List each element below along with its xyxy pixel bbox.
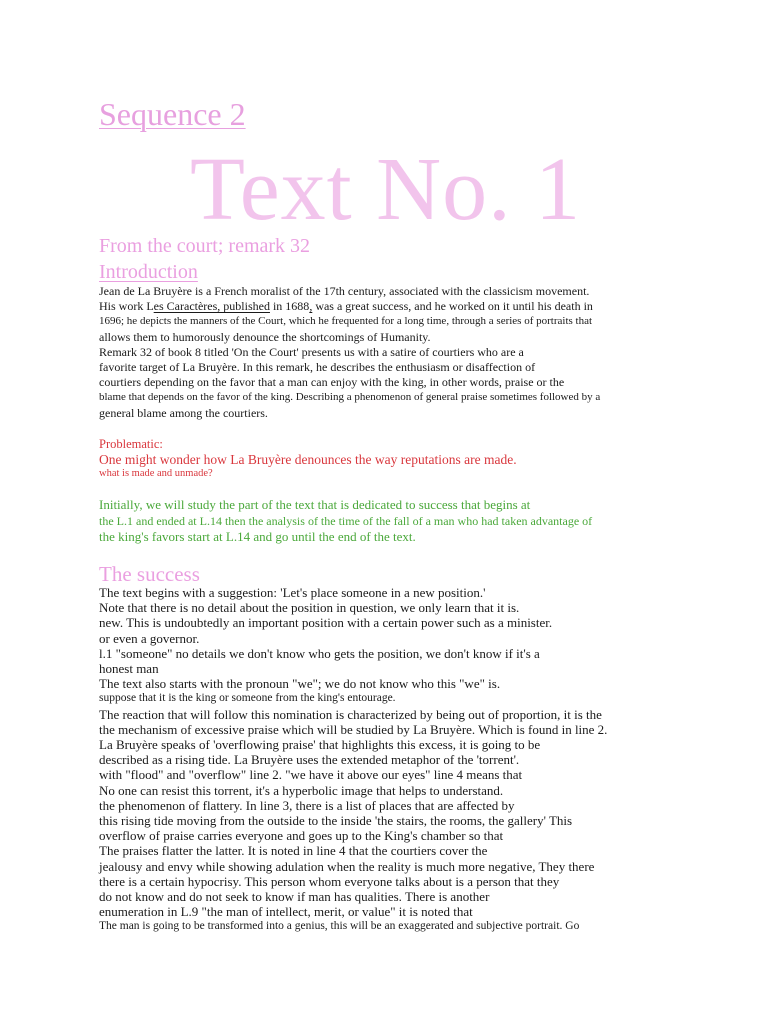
plan-line: Initially, we will study the part of the text that is dedicated to success that begins at <box>99 497 531 512</box>
intro-line: allows them to humorously denounce the shortcomings of Humanity. <box>99 329 431 344</box>
success-line: The text also starts with the pronoun "we"; we do not know who this "we" is. <box>99 676 501 692</box>
success-line: or even a governor. <box>99 630 200 646</box>
success-paragraph <box>99 585 699 935</box>
problematic-line: what is made and unmade? <box>99 468 213 479</box>
success-line: suppose that it is the king or someone from the king's entourage. <box>99 692 396 705</box>
page-title: Text No. 1 <box>190 140 582 239</box>
intro-line: Jean de La Bruyère is a French moralist of the 17th century, associated with the classicism movement. <box>99 284 590 298</box>
subtitle: From the court; remark 32 <box>99 235 311 257</box>
plan-line: the king's favors start at L.14 and go until the end of the text. <box>99 529 416 544</box>
book-title: es Caractères, published <box>153 299 270 314</box>
intro-line: His work Les Caractères, published in 1688, was a great success, and he worked on it until his death in <box>99 299 593 314</box>
introduction-heading: Introduction <box>99 261 198 283</box>
success-line: described as a rising tide. La Bruyère uses the extended metaphor of the 'torrent'. <box>99 752 520 768</box>
success-line: enumeration in L.9 "the man of intellect, merit, or value" it is noted that <box>99 904 473 920</box>
plan-line: the L.1 and ended at L.14 then the analysis of the time of the fall of a man who had taken advantage of <box>99 514 593 528</box>
success-line: No one can resist this torrent, it's a hyperbolic image that helps to understand. <box>99 782 504 798</box>
intro-line: blame that depends on the favor of the king. Describing a phenomenon of general praise sometimes followed by a <box>99 391 601 404</box>
success-line: overflow of praise carries everyone and goes up to the King's chamber so that <box>99 828 504 844</box>
success-line: with "flood" and "overflow" line 2. "we have it above our eyes" line 4 means that <box>99 767 523 783</box>
success-line: Note that there is no detail about the position in question, we only learn that it is. <box>99 600 520 616</box>
problematic-heading: Problematic: <box>99 437 163 451</box>
sequence-heading: Sequence 2 <box>99 96 246 132</box>
plan-paragraph <box>99 497 699 545</box>
problematic-question <box>99 452 699 480</box>
intro-line: favorite target of La Bruyère. In this remark, he describes the enthusiasm or disaffection of <box>99 360 536 375</box>
problematic-line: One might wonder how La Bruyère denounces the way reputations are made. <box>99 452 517 467</box>
success-line: this rising tide moving from the outside to the inside 'the stairs, the rooms, the gallery' This <box>99 813 573 829</box>
success-line: l.1 "someone" no details we don't know who gets the position, we don't know if it's a <box>99 645 540 661</box>
intro-line: general blame among the courtiers. <box>99 405 268 420</box>
intro-line: Remark 32 of book 8 titled 'On the Court' presents us with a satire of courtiers who are a <box>99 344 524 359</box>
success-line: The reaction that will follow this nomination is characterized by being out of proportion, it is the <box>99 706 602 722</box>
success-line: the phenomenon of flattery. In line 3, there is a list of places that are affected by <box>99 797 515 813</box>
success-line: honest man <box>99 661 159 677</box>
success-line: new. This is undoubtedly an important position with a certain power such as a minister. <box>99 615 553 631</box>
success-line: The praises flatter the latter. It is noted in line 4 that the courtiers cover the <box>99 843 488 859</box>
success-line: there is a certain hypocrisy. This person whom everyone talks about is a person that they <box>99 873 560 889</box>
introduction-paragraph <box>99 284 699 421</box>
success-line: jealousy and envy while showing adulation when the reality is much more negative, They there <box>99 858 595 874</box>
success-line: The text begins with a suggestion: 'Let's place someone in a new position.' <box>99 585 486 600</box>
intro-line: courtiers depending on the favor that a man can enjoy with the king, in other words, praise or the <box>99 375 565 390</box>
success-line: La Bruyère speaks of 'overflowing praise' that highlights this excess, it is going to be <box>99 737 541 753</box>
success-line: The man is going to be transformed into a genius, this will be an exaggerated and subjective portrait. Go <box>99 920 580 933</box>
success-heading: The success <box>99 562 200 586</box>
success-line: the mechanism of excessive praise which will be studied by La Bruyère. Which is found in line 2. <box>99 721 608 737</box>
intro-line: 1696; he depicts the manners of the Court, which he frequented for a long time, through a series of portraits that <box>99 315 593 328</box>
success-line: do not know and do not seek to know if man has qualities. There is another <box>99 889 490 905</box>
